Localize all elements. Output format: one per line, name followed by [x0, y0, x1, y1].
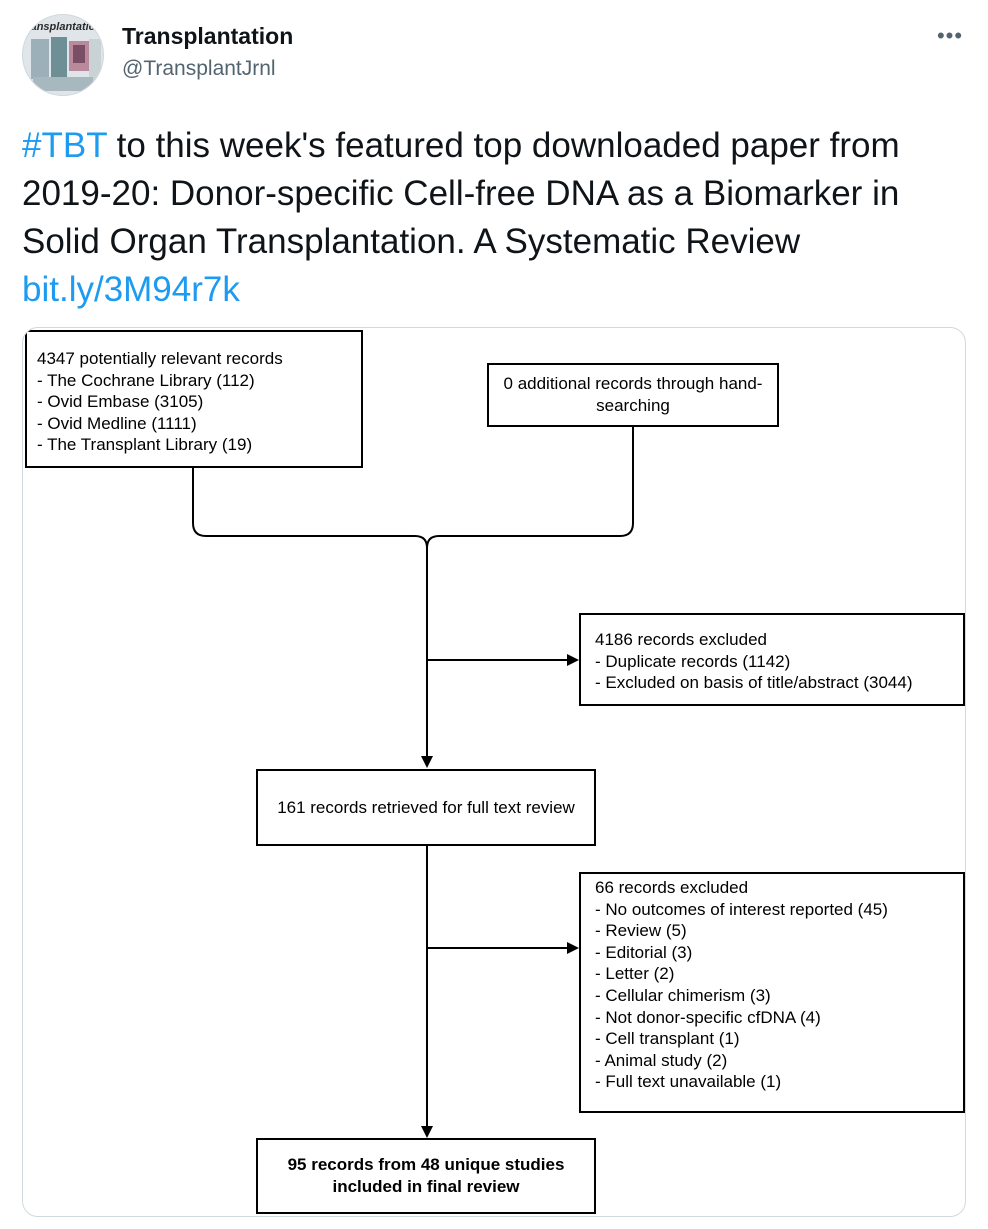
excluded-second-line: - Review (5) — [595, 921, 687, 941]
excluded-second-line: - Cellular chimerism (3) — [595, 985, 771, 1005]
excluded-second-line: - Cell transplant (1) — [595, 1029, 740, 1049]
final-review-box — [256, 1138, 596, 1214]
excluded-first-line: 4186 records excluded — [595, 630, 768, 649]
records-identified-line: 4347 potentially relevant records — [37, 349, 283, 368]
full-text-review-box — [256, 769, 596, 846]
short-link[interactable]: bit.ly/3M94r7k — [22, 270, 240, 309]
author-handle[interactable]: @TransplantJrnl — [122, 57, 276, 80]
final-review-line: included in final review — [332, 1177, 520, 1196]
avatar[interactable] — [22, 14, 104, 96]
excluded-second-line: - Letter (2) — [595, 964, 675, 984]
excluded-second-box — [579, 872, 965, 1113]
author-display-name[interactable]: Transplantation — [122, 23, 294, 49]
records-identified-box — [25, 330, 363, 468]
merge-left-connector — [193, 468, 427, 548]
hashtag-link[interactable]: #TBT — [22, 126, 107, 165]
tweet-body: to this week's featured top downloaded paper from 2019-20: Donor-specific Cell-free DNA as a Biomarker in Solid Organ Transplantation. A Systematic Review — [22, 126, 900, 261]
records-identified-line: - The Transplant Library (19) — [37, 435, 253, 455]
records-identified-line: - Ovid Embase (3105) — [37, 392, 204, 412]
avatar-image — [23, 15, 103, 95]
excluded-second-line: - Animal study (2) — [595, 1050, 728, 1070]
excluded-first-line: - Duplicate records (1142) — [595, 651, 791, 671]
excluded-second-line: - Editorial (3) — [595, 942, 693, 962]
hand-searching-box — [487, 363, 779, 427]
excluded-second-line: 66 records excluded — [595, 878, 749, 897]
excluded-second-line: - Full text unavailable (1) — [595, 1072, 782, 1092]
avatar-logo-text: ansplantatio — [30, 21, 96, 33]
full-text-review-label: 161 records retrieved for full text review — [277, 797, 575, 817]
excluded-first-box — [579, 613, 965, 706]
ellipsis-icon[interactable]: ••• — [936, 23, 964, 48]
hand-searching-line: 0 additional records through hand- — [503, 374, 763, 394]
records-identified-line: - The Cochrane Library (112) — [37, 370, 255, 390]
final-review-line: 95 records from 48 unique studies — [287, 1155, 565, 1175]
tweet-text — [22, 122, 962, 314]
merge-right-connector — [427, 426, 633, 548]
records-identified-line: - Ovid Medline (1111) — [37, 413, 197, 433]
excluded-first-line: - Excluded on basis of title/abstract (3044) — [595, 673, 913, 693]
hand-searching-line: searching — [596, 396, 670, 415]
excluded-second-line: - Not donor-specific cfDNA (4) — [595, 1007, 821, 1027]
excluded-second-line: - No outcomes of interest reported (45) — [595, 899, 888, 919]
media-flowchart-image[interactable] — [22, 327, 966, 1217]
